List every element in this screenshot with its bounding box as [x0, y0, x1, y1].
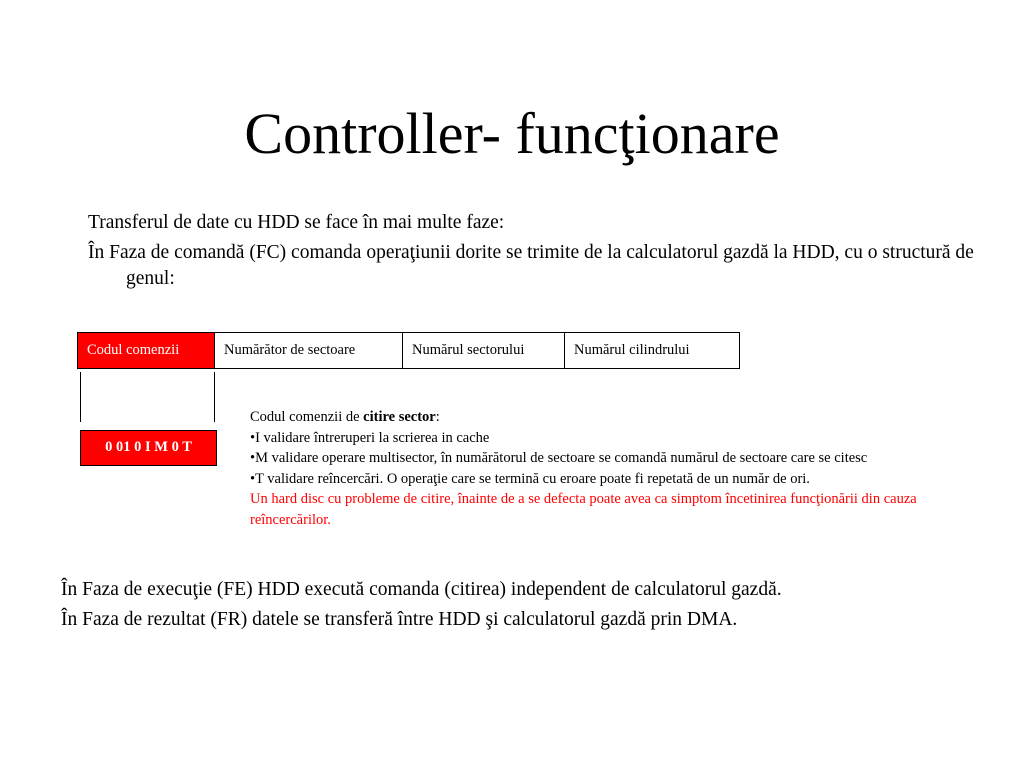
details-heading [250, 407, 1010, 428]
warning-note: Un hard disc cu probleme de citire, înainte de a se defecta poate avea ca simptom încetinirea funcţionării din cauza reîncercărilor. [250, 491, 917, 528]
phase-descriptions [61, 576, 1001, 636]
intro-line-1: Transferul de date cu HDD se face în mai multe faze: [88, 212, 505, 233]
details-heading-bold: citire sector [363, 409, 436, 425]
command-structure-table [77, 332, 740, 369]
command-details [250, 407, 1010, 530]
cell-sector-counter: Numărător de sectoare [215, 333, 403, 368]
intro-text [88, 210, 988, 296]
command-code-bits: 0 01 0 I M 0 T [80, 430, 217, 466]
bullet-t: •T validare reîncercări. O operaţie care se termină cu eroare poate fi repetată de un număr de ori. [250, 470, 810, 487]
details-heading-prefix: Codul comenzii de [250, 409, 364, 425]
bullet-i: •I validare întreruperi la scrierea in cache [250, 429, 490, 446]
cell-cylinder-number: Numărul cilindrului [574, 342, 690, 358]
slide-title: Controller- funcţionare [244, 101, 780, 166]
cell-sector-number: Numărul sectorului [403, 333, 565, 368]
bullet-m: •M validare operare multisector, în numărătorul de sectoare se comandă numărul de sectoare care se citesc [250, 450, 868, 466]
cell-command-code: Codul comenzii [78, 333, 215, 368]
execution-phase-line: În Faza de execuţie (FE) HDD execută comanda (citirea) independent de calculatorul gazdă. [61, 579, 782, 600]
result-phase-line: În Faza de rezultat (FR) datele se transferă între HDD şi calculatorul gazdă prin DMA. [61, 609, 738, 630]
connector-line-left [80, 372, 81, 422]
details-heading-suffix: : [435, 409, 440, 425]
intro-line-2: În Faza de comandă (FC) comanda operaţiunii dorite se trimite de la calculatorul gazdă la HDD, cu o structură de genul: [88, 242, 974, 289]
connector-line-right [214, 372, 215, 422]
